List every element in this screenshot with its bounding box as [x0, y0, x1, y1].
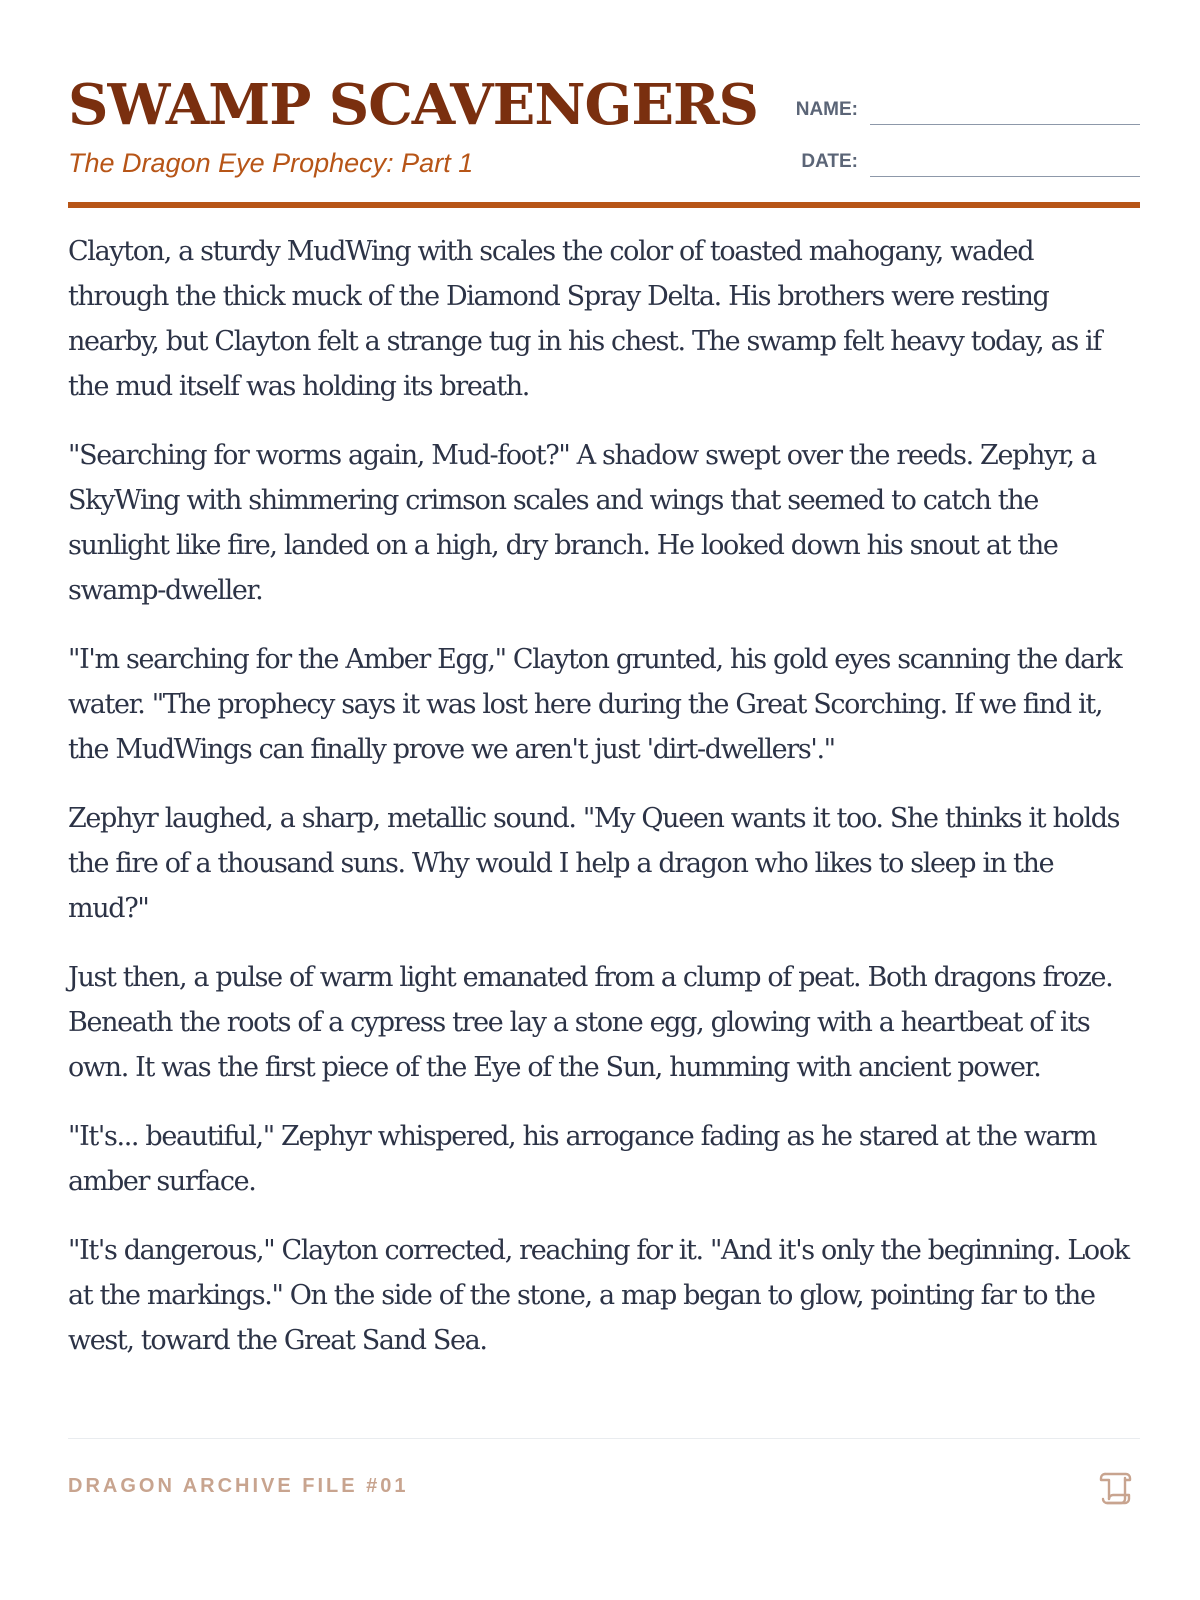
scroll-icon [1096, 1468, 1136, 1508]
footer-label: DRAGON ARCHIVE FILE #01 [68, 1475, 409, 1497]
name-label: NAME: [795, 99, 858, 120]
story-body [68, 229, 1140, 1387]
worksheet-page [68, 0, 1140, 1600]
header-divider [68, 202, 1140, 208]
date-label: DATE: [801, 151, 858, 172]
story-paragraph: Zephyr laughed, a sharp, metallic sound. "My Queen wants it too. She thinks it holds the fire of a thousand suns. Why would I help a dragon who likes to sleep in the mud?" [68, 803, 1120, 924]
page-subtitle: The Dragon Eye Prophecy: Part 1 [68, 148, 474, 178]
story-paragraph: "It's dangerous," Clayton corrected, reaching for it. "And it's only the beginning. Look at the markings." On the side of the stone, a map began to glow, pointing far to the west, toward the Great Sand Sea. [68, 1235, 1129, 1356]
date-field[interactable] [870, 176, 1140, 177]
story-paragraph: Just then, a pulse of warm light emanated from a clump of peat. Both dragons froze. Beneath the roots of a cypress tree lay a stone egg, glowing with a heartbeat of its own. It was the first piece of the Eye of the Sun, humming with ancient power. [68, 962, 1113, 1083]
page-title: SWAMP SCAVENGERS [68, 72, 758, 138]
story-paragraph: "It's... beautiful," Zephyr whispered, his arrogance fading as he stared at the warm amber surface. [68, 1121, 1097, 1197]
story-paragraph: Clayton, a sturdy MudWing with scales the color of toasted mahogany, waded through the thick muck of the Diamond Spray Delta. His brothers were resting nearby, but Clayton felt a strange tug in his chest. The swamp felt heavy today, as if the mud itself was holding its breath. [68, 236, 1101, 402]
footer-divider [68, 1438, 1140, 1439]
name-field[interactable] [870, 124, 1140, 125]
story-paragraph: "I'm searching for the Amber Egg," Clayton grunted, his gold eyes scanning the dark water. "The prophecy says it was lost here during the Great Scorching. If we find it, the MudWings can finally prove we aren't just 'dirt-dwellers'." [68, 644, 1122, 765]
story-paragraph: "Searching for worms again, Mud-foot?" A shadow swept over the reeds. Zephyr, a SkyWing with shimmering crimson scales and wings that seemed to catch the sunlight like fire, landed on a high, dry branch. He looked down his snout at the swamp-dweller. [68, 440, 1096, 606]
worksheet-header [68, 72, 1140, 212]
